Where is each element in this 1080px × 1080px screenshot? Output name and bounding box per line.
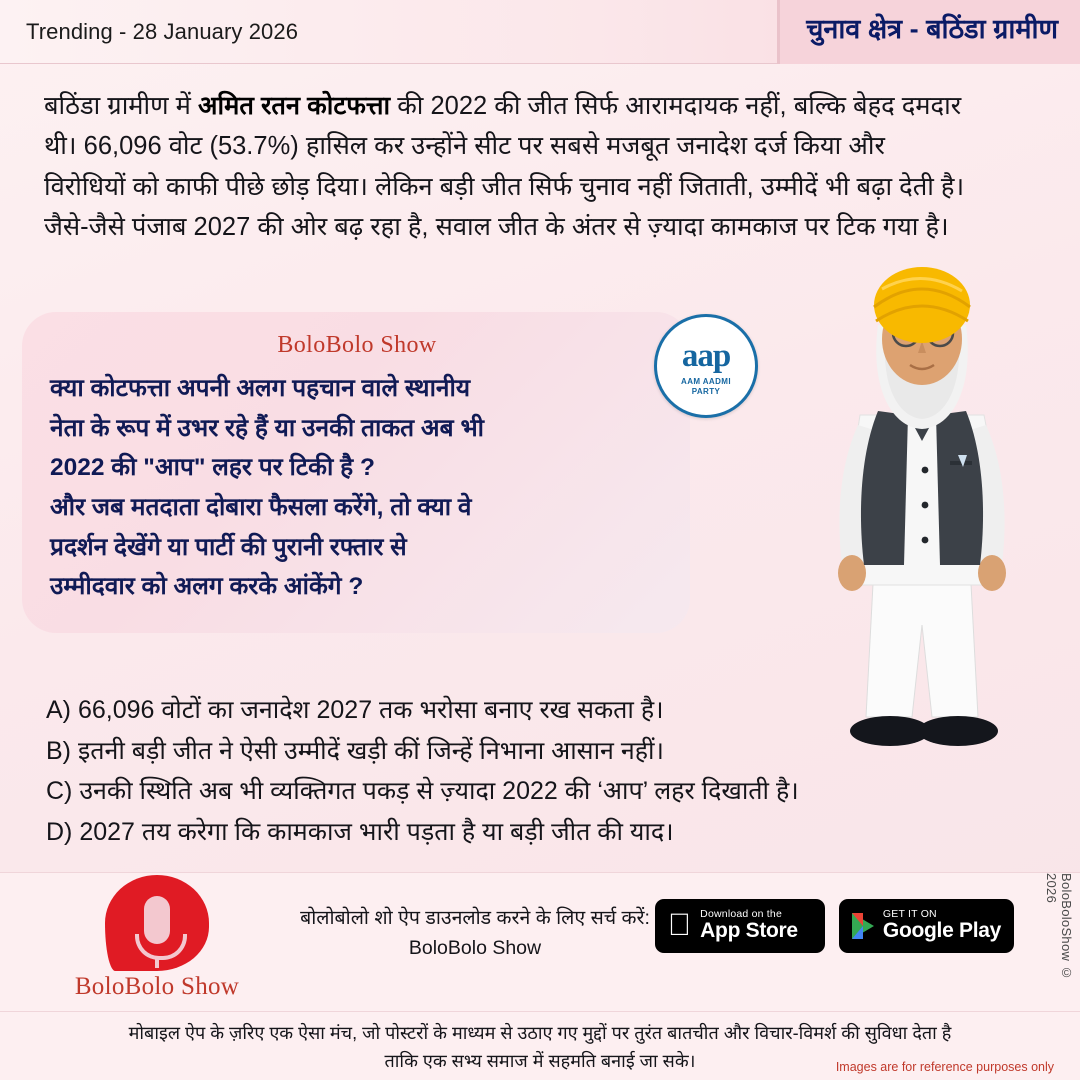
candidate-name: अमित रतन कोटफत्ता xyxy=(198,92,391,120)
store-badges xyxy=(655,899,1014,953)
constituency-badge: चुनाव क्षेत्र - बठिंडा ग्रामीण xyxy=(777,0,1080,64)
footer-top xyxy=(0,873,1080,1011)
download-line-1: बोलोबोलो शो ऐप डाउनलोड करने के लिए सर्च करें: xyxy=(300,907,650,929)
microphone-icon xyxy=(144,896,170,944)
apple-icon xyxy=(668,909,691,940)
google-play-badge[interactable] xyxy=(839,899,1014,953)
option-a[interactable]: A) 66,096 वोटों का जनादेश 2027 तक भरोसा बनाए रख सकता है। xyxy=(46,696,664,724)
aap-logo-word: aap xyxy=(681,337,731,374)
tagline-line-2: ताकि एक सभ्य समाज में सहमति बनाई जा सके। xyxy=(384,1050,696,1071)
app-store-big-label: App Store xyxy=(676,919,775,943)
footer xyxy=(0,872,1080,1080)
question-text xyxy=(50,369,664,607)
copyright-label: BoloBoloShow © 2026 xyxy=(1044,873,1074,981)
tagline-line-1: मोबाइल ऐप के ज़रिए एक ऐसा मंच, जो पोस्टरों के माध्यम से उठाए गए मुद्दों पर तुरंत बातचीत और विचार-विमर्श की सुविधा देता है xyxy=(128,1023,952,1043)
question-line-6: उम्मीदवार को अलग करके आंकेंगे ? xyxy=(50,573,364,601)
trending-date: Trending - 28 January 2026 xyxy=(26,18,299,44)
question-line-4: और जब मतदाता दोबारा फैसला करेंगे, तो क्या वे xyxy=(50,494,472,522)
question-line-2: नेता के रूप में उभर रहे हैं या उनकी ताकत अब भी xyxy=(50,414,485,442)
intro-part1: बठिंडा ग्रामीण में xyxy=(44,92,199,120)
app-store-small-label: Download on the xyxy=(676,908,759,921)
microphone-speech-bubble-icon xyxy=(105,875,209,971)
option-b[interactable]: B) इतनी बड़ी जीत ने ऐसी उम्मीदें खड़ी कीं जिन्हें निभाना आसान नहीं। xyxy=(46,736,664,765)
aap-logo-subtitle: AAM AADMI PARTY xyxy=(681,376,731,396)
brand-logo-text: BoloBolo Show xyxy=(74,973,240,1000)
google-play-big-label: Google Play xyxy=(882,919,1001,943)
app-store-badge[interactable] xyxy=(655,899,825,953)
intro-part2: की 2022 की जीत सिर्फ आरामदायक नहीं, बल्कि बेहद दमदार थी। 66,096 वोट (53.7%) हासिल कर उन्होंने सीट पर सबसे मजबूत जनादेश दर्ज किया और विरोधियों को काफी पीछे छोड़ दिया। लेकिन बड़ी जीत सिर्फ चुनाव नहीं जिताती, उम्मीदें भी बढ़ा देती है। जैसे-जैसे पंजाब 2027 की ओर बढ़ रहा है, सवाल जीत के अंतर से ज़्यादा कामकाज पर टिक गया है। xyxy=(44,92,965,241)
option-c[interactable]: C) उनकी स्थिति अब भी व्यक्तिगत पकड़ से ज़्यादा 2022 की ‘आप’ लहर दिखाती है। xyxy=(46,777,799,805)
aap-party-logo-icon xyxy=(654,314,758,418)
question-line-5: प्रदर्शन देखेंगे या पार्टी की पुरानी रफ्तार से xyxy=(50,533,407,561)
header xyxy=(0,0,1080,64)
option-d[interactable]: D) 2027 तय करेगा कि कामकाज भारी पड़ता है या बड़ी जीत की याद। xyxy=(46,817,674,846)
google-play-small-label: GET IT ON xyxy=(882,908,937,921)
download-line-2: BoloBolo Show xyxy=(408,937,542,960)
options-list xyxy=(46,690,1006,852)
download-instructions xyxy=(280,903,670,963)
question-line-3: 2022 की "आप" लहर पर टिकी है ? xyxy=(50,454,375,482)
google-play-icon xyxy=(852,913,874,939)
card-brand-label: BoloBolo Show xyxy=(277,332,437,358)
image-disclaimer: Images are for reference purposes only xyxy=(835,1060,1054,1074)
question-card xyxy=(22,312,690,633)
question-line-1: क्या कोटफत्ता अपनी अलग पहचान वाले स्थानीय xyxy=(50,375,471,402)
brand-logo xyxy=(62,875,252,1001)
intro-paragraph xyxy=(0,64,1010,247)
